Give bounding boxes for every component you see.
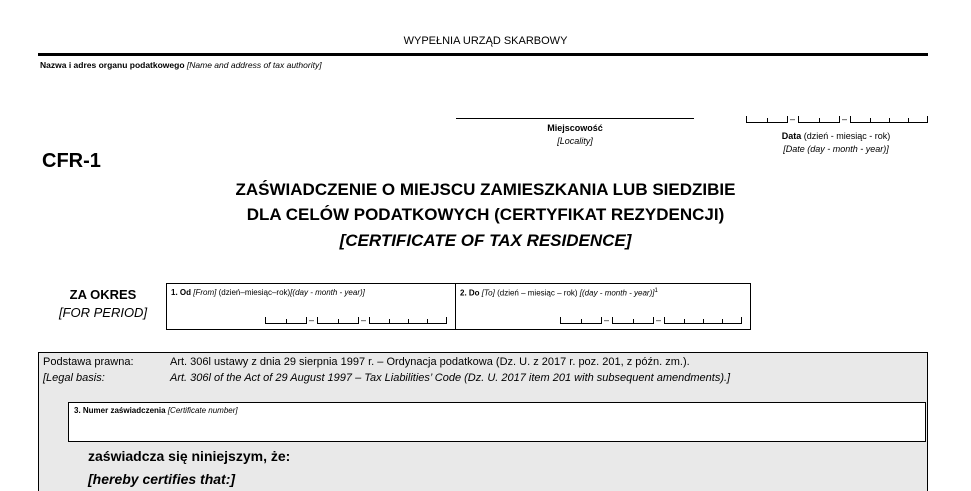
period-from-field[interactable] <box>166 283 456 330</box>
period-from-date-cells: – – <box>265 316 445 324</box>
form-title-line2: DLA CELÓW PODATKOWYCH (CERTYFIKAT REZYDENCJI) <box>246 205 725 224</box>
issue-date-month <box>798 116 840 123</box>
header-rule <box>38 53 928 56</box>
period-from-fmt-pl: (dzień–miesiąc–rok) <box>218 288 291 297</box>
locality-line[interactable] <box>456 118 694 119</box>
period-from-fmt-en: [(day - month - year)] <box>290 288 365 297</box>
legal-basis-text: Art. 306l ustawy z dnia 29 sierpnia 1997 r. – Ordynacja podatkowa (Dz. U. z 2017 r. poz. 201, z późn. zm.). <box>170 356 690 368</box>
form-title-line1: ZAŚWIADCZENIE O MIEJSCU ZAMIESZKANIA LUB SIEDZIBIE <box>235 180 736 199</box>
period-to-field[interactable] <box>456 283 751 330</box>
certificate-number-num: 3. Numer zaświadczenia <box>74 406 166 415</box>
issue-date-label-pl: Data <box>781 131 802 141</box>
form-code: CFR-1 <box>42 150 101 172</box>
period-label-en: [FOR PERIOD] <box>58 305 148 320</box>
certifies-text-en: [hereby certifies that:] <box>88 471 236 487</box>
issue-date-field[interactable]: – – <box>746 115 926 123</box>
period-to-footnote: 1 <box>654 288 658 294</box>
issue-date-day <box>746 116 788 123</box>
legal-basis-label: Podstawa prawna: <box>43 356 134 368</box>
certifies-text: zaświadcza się niniejszym, że: <box>88 448 291 464</box>
locality-label: Miejscowość <box>547 123 603 133</box>
period-to-fmt-pl: (dzień – miesiąc – rok) <box>497 288 578 298</box>
issue-date-year <box>850 116 928 123</box>
tax-authority-label-pl: Nazwa i adres organu podatkowego <box>40 60 185 70</box>
period-to-num: 2. Do <box>460 288 480 298</box>
period-to-label <box>460 288 658 298</box>
period-from-num: 1. Od <box>171 288 192 297</box>
period-to-en: [To] <box>481 288 495 298</box>
period-to-fmt-en: [(day - month - year)] <box>579 288 655 298</box>
issue-date-label <box>746 131 926 141</box>
certificate-number-field[interactable] <box>68 402 926 442</box>
legal-basis-label-en: [Legal basis: <box>43 372 105 384</box>
form-title-en: [CERTIFICATE OF TAX RESIDENCE] <box>339 231 632 250</box>
office-use-label: WYPEŁNIA URZĄD SKARBOWY <box>403 35 568 47</box>
issue-date-label-en: [Date (day - month - year)] <box>783 144 889 154</box>
certificate-number-en: [Certificate number] <box>167 406 238 415</box>
period-label: ZA OKRES <box>69 287 137 302</box>
issue-date-format-pl: (dzień - miesiąc - rok) <box>803 131 891 141</box>
period-from-label <box>171 288 365 297</box>
tax-authority-label-en: [Name and address of tax authority] <box>186 60 322 70</box>
locality-label-en: [Locality] <box>557 136 593 146</box>
tax-authority-label <box>40 60 322 70</box>
period-to-date-cells: – – <box>560 316 740 324</box>
period-from-en: [From] <box>193 288 217 297</box>
legal-basis-text-en: Art. 306l of the Act of 29 August 1997 – Tax Liabilities’ Code (Dz. U. 2017 item 201 with subsequent amendments).] <box>170 372 731 384</box>
certificate-number-label <box>74 406 238 415</box>
